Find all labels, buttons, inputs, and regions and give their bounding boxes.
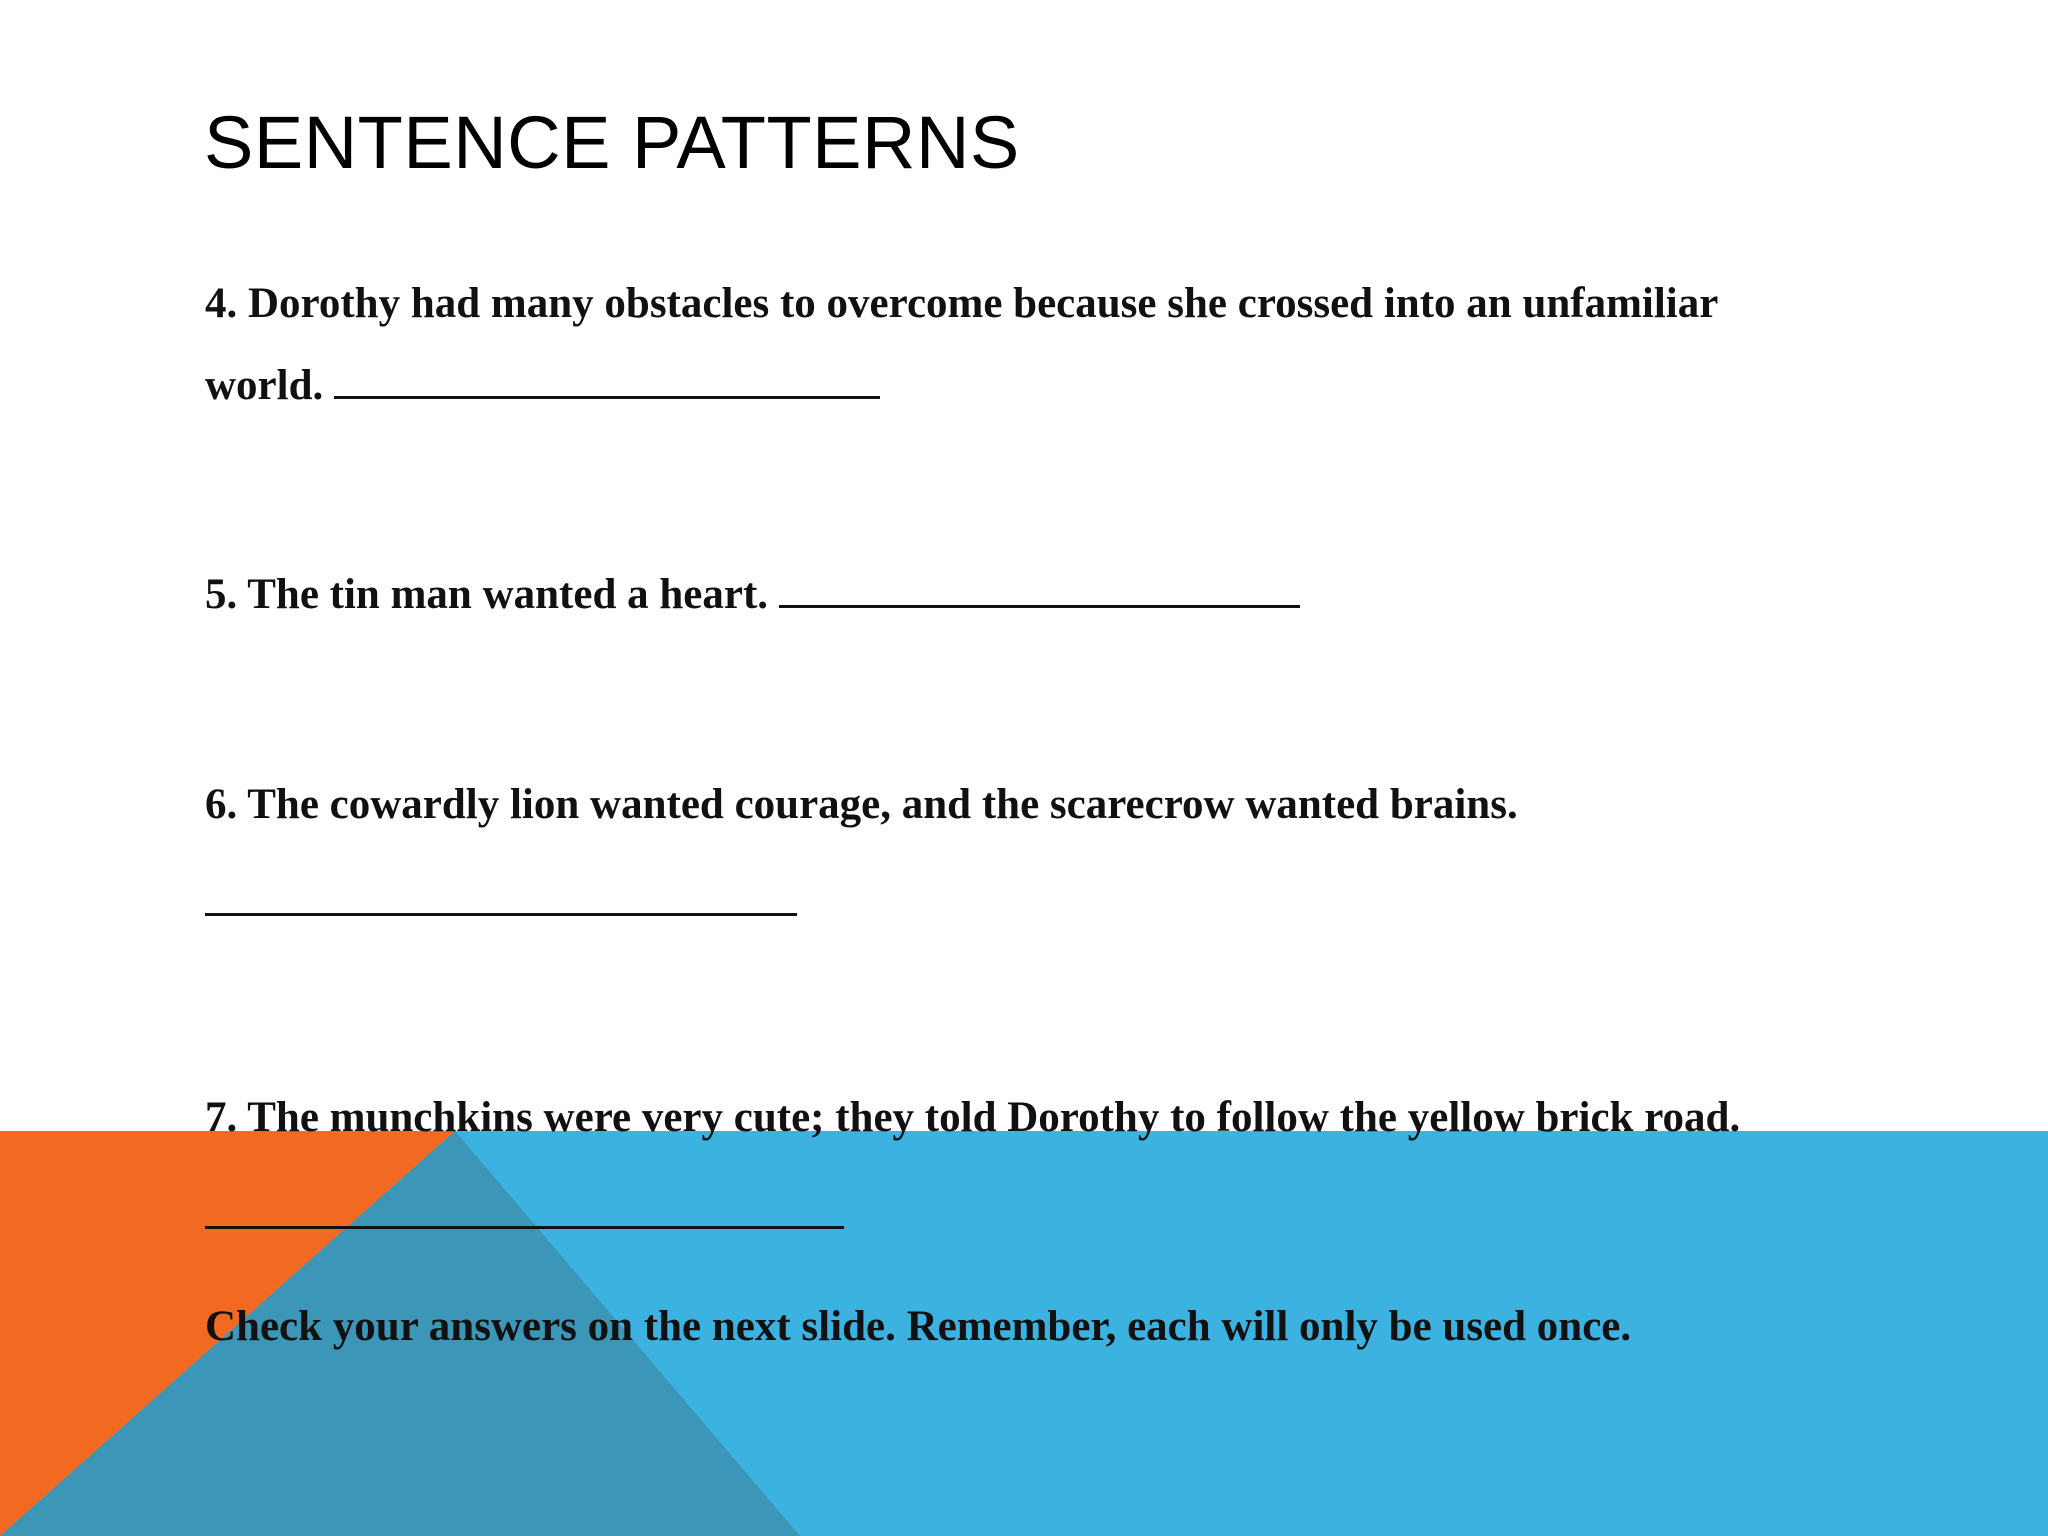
check-answers-note: Check your answers on the next slide. Remember, each will only be used once. [205,1303,1632,1350]
item-5-text [205,569,1300,621]
answer-blank-6 [205,913,797,916]
item-6-answer [205,877,797,929]
answer-blank-7 [205,1226,844,1229]
item-4-sentence: 4. Dorothy had many obstacles to overcome because she crossed into an unfamiliar [205,280,1719,327]
slide-title: SENTENCE PATTERNS [204,101,1020,184]
item-7-answer [205,1190,844,1242]
item-6-text [205,779,1518,831]
item-6-sentence: 6. The cowardly lion wanted courage, and the scarecrow wanted brains. [205,781,1518,828]
item-4-sentence-end: world. [205,362,324,409]
item-4-continuation [205,360,880,412]
item-5-sentence: 5. The tin man wanted a heart. [205,571,769,618]
answer-blank-4 [334,396,880,399]
item-4-text [205,278,1718,330]
item-7-text [205,1092,1740,1144]
item-7-sentence: 7. The munchkins were very cute; they told Dorothy to follow the yellow brick road. [205,1094,1741,1141]
answer-blank-5 [779,605,1300,608]
